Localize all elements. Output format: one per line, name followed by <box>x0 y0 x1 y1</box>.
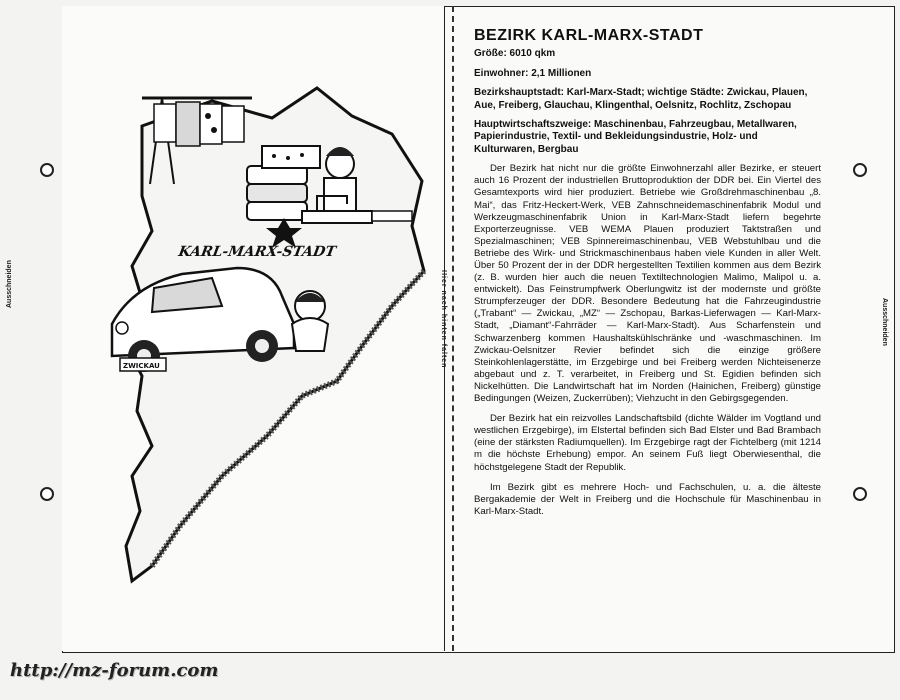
fold-line <box>452 6 454 651</box>
district-illustration <box>62 6 444 651</box>
text-panel <box>474 27 821 526</box>
fact-size: Größe: 6010 qkm <box>474 48 556 60</box>
fact-industries: Hauptwirtschaftszweige: Maschinenbau, Fahrzeugbau, Metallwaren, Papierindustrie, Textil- und Bekleidungsindustrie, Holz- und Kulturwaren, Bergbau <box>474 119 797 155</box>
punch-hole-left-top <box>40 163 54 177</box>
driver-icon <box>292 291 328 351</box>
illustration-panel <box>62 6 445 651</box>
page-title: BEZIRK KARL-MARX-STADT <box>474 27 704 44</box>
map-label: KARL-MARX-STADT <box>177 244 337 260</box>
paragraph-education: Im Bezirk gibt es mehrere Hoch- und Fachschulen, u. a. die älteste Bergakademie der Welt in Freiberg und die Hochschule für Maschinenbau in Karl-Marx-Stadt. <box>474 481 821 517</box>
watermark: http://mz-forum.com <box>10 660 219 681</box>
fact-capital: Bezirkshauptstadt: Karl-Marx-Stadt; wichtige Städte: Zwickau, Plauen, Aue, Freiberg, Glauchau, Klingenthal, Oelsnitz, Rochlitz, Zschopau <box>474 87 808 111</box>
fold-label: Hier nach hinten falten <box>440 270 447 369</box>
paragraph-landscape: Der Bezirk hat ein reizvolles Landschaftsbild (dichte Wälder im Vogtland und westlichen Erzgebirge), im Elstertal befinden sich Bad Elster und Bad Brambach (eine der stärksten Radiumquellen). Im Erzgebirge ragt der Fichtelberg (mit 1214 m die höchste Erhebung) empor. An seinem Fuß liegt Oberwiesenthal, die höchstgelegene Stadt der Republik. <box>474 413 821 473</box>
cut-label-right: Ausschneiden <box>881 298 888 346</box>
punch-hole-left-bottom <box>40 487 54 501</box>
cut-label-left: Ausschneiden <box>6 260 13 308</box>
punch-hole-right-bottom <box>853 487 867 501</box>
paragraph-economy: Der Bezirk hat nicht nur die größte Einwohnerzahl aller Bezirke, er steuert auch 16 Prozent der industriellen Bruttoproduktion der DDR bei. Ein Viertel des Gesamtexports wird hier produziert. Betriebe wie Großdrehmaschinenbau „8. Mai“, das Fritz-Heckert-Werk, VEB Zahnschneidemaschinenfabrik Modul und Werkzeugmaschinenfabrik Union in Karl-Marx-Stadt liefern begehrte Exporterzeugnisse. VEB WEMA Plauen produziert Taktstraßen und Spezialmaschinen; VEB Spinnereimaschinenbau, VEB Webstuhlbau und die Betriebe des Wirk- und Strickmaschinenbaus haben viele Kunden in aller Welt. Über 50 Prozent der in der DDR hergestellten Textilien kommen aus dem Bezirk (z. B. wurden hier auch die neuen Textiltechnologien Malimo, Malipol u. a. entwickelt). Das Feinstrumpfwerk Oberlungwitz ist der modernste und größte Strumpferzeuger der DDR. Besondere Bedeutung hat die Fahrzeugindustrie („Trabant“ — Zwickau, „MZ“ — Zschopau, Barkas-Lieferwagen — Karl-Marx-Stadt, „Diamant“-Fahrräder — Karl-Marx-Stadt). Aus Scharfenstein und Schwarzenberg kommen Haushaltskühlschränke und -waschmaschinen. Im Zwickau-Oelsnitzer Revier befindet sich die einzige größere Steinkohlenlagerstätte, im Erzgebirge und bei Freiberg werden Nichteisenerze abgebaut und z. T. verarbeitet, in Freiberg und St. Egidien befinden sich Nickelhütten. Die Landwirtschaft hat im Norden (Hainichen, Freiberg) günstige Bedingungen (Weizen, Zuckerrüben); Viehzucht in den Gebirgsgegenden. <box>474 163 821 405</box>
license-plate: ZWICKAU <box>123 362 160 370</box>
punch-hole-right-top <box>853 163 867 177</box>
fact-population: Einwohner: 2,1 Millionen <box>474 67 592 79</box>
